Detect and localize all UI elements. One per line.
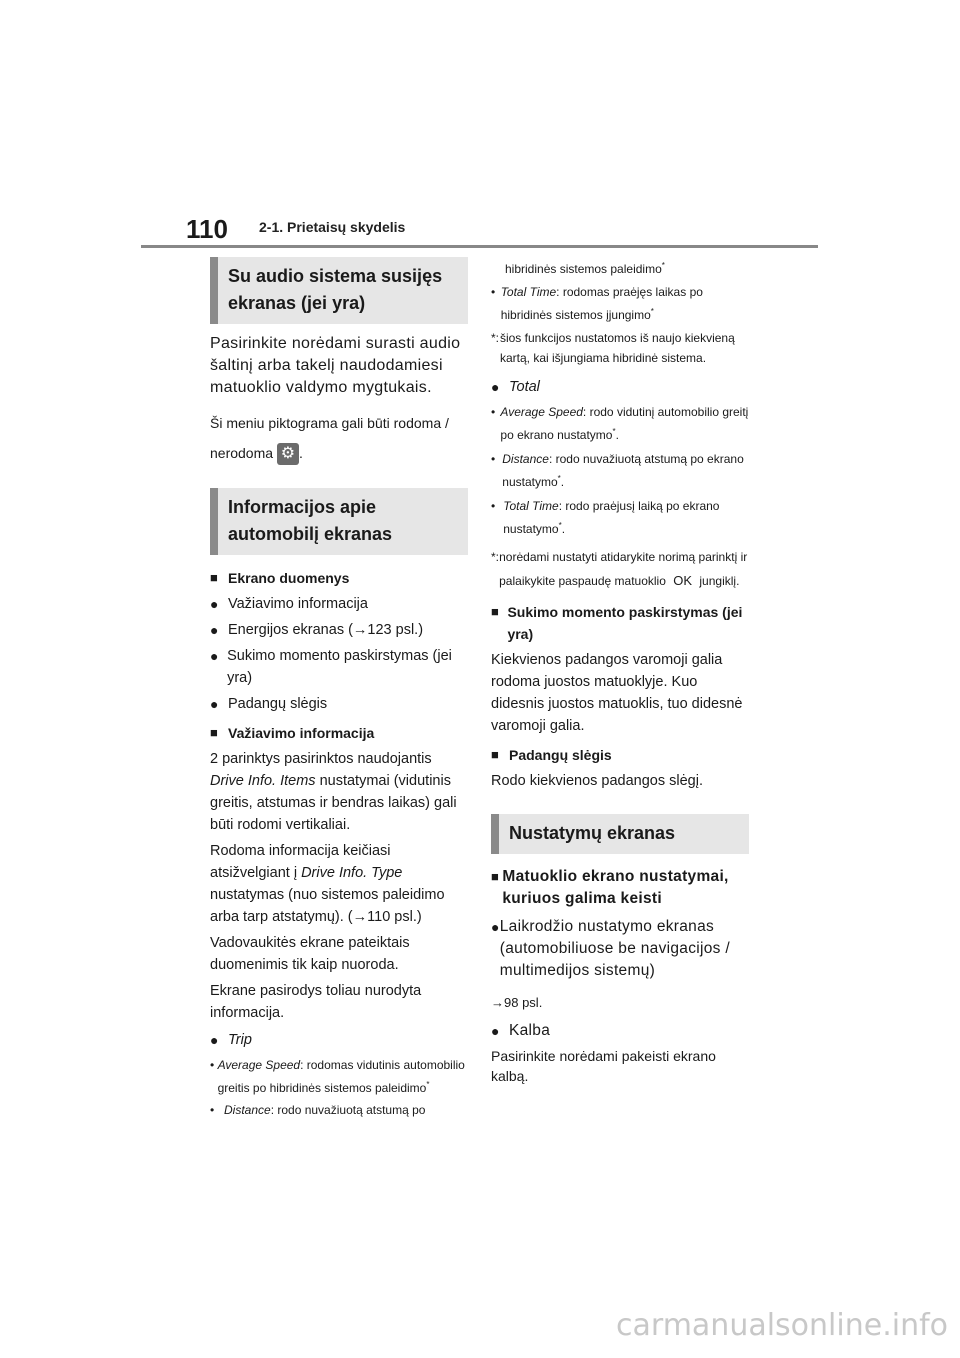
sub-item bbox=[491, 282, 749, 325]
text-run: jungiklį. bbox=[699, 574, 740, 588]
sub-item-desc: : rodomas vidutinis automobilio greitis po hibridinės sistemos paleidimo bbox=[217, 1058, 465, 1095]
subheading-gauge-settings bbox=[491, 866, 749, 910]
text-run: Rodoma informacija keičiasi atsižvelgiant į bbox=[210, 843, 391, 881]
left-column bbox=[210, 257, 468, 1120]
subheading-tire-pressure bbox=[491, 744, 749, 766]
sub-item bbox=[210, 1100, 468, 1120]
subheading-text: Važiavimo informacija bbox=[228, 725, 375, 741]
sub-item bbox=[491, 402, 749, 445]
asterisk: * bbox=[612, 427, 616, 436]
header-rule bbox=[141, 245, 818, 248]
menu-icon-paragraph bbox=[210, 408, 468, 468]
footnote bbox=[491, 545, 749, 593]
sub-item-label: Total Time bbox=[503, 499, 559, 513]
sub-item-desc: : rodo vidutinį automobilio greitį po ekrano nustatymo bbox=[500, 405, 749, 442]
list-item bbox=[210, 619, 468, 641]
paragraph-drive-items bbox=[210, 748, 468, 836]
subheading-torque bbox=[491, 601, 749, 645]
footnote-text bbox=[499, 545, 749, 593]
sub-item-label: Distance bbox=[224, 1103, 271, 1117]
subheading-text: Padangų slėgis bbox=[509, 747, 612, 763]
dot-icon: • bbox=[491, 452, 496, 466]
sub-item-label: Distance bbox=[502, 452, 549, 466]
list-item-text: Total bbox=[509, 379, 540, 395]
paragraph-page-ref: →98 psl. bbox=[491, 995, 543, 1010]
dot-icon: • bbox=[210, 1058, 215, 1072]
asterisk: * bbox=[426, 1080, 430, 1089]
square-bullet-icon: ■ bbox=[210, 570, 218, 585]
continued-text bbox=[491, 256, 749, 279]
setting-name: Drive Info. Type bbox=[301, 865, 403, 881]
sub-item-text bbox=[501, 282, 749, 325]
section-heading-audio: Su audio sistema susijęs ekranas (jei yra) bbox=[210, 257, 468, 324]
sub-item-label: Total Time bbox=[500, 285, 557, 299]
list-item-clock bbox=[491, 916, 749, 982]
subheading-text: Matuoklio ekrano nustatymai, kuriuos galima keisti bbox=[502, 868, 729, 907]
dot-icon: • bbox=[491, 405, 496, 419]
ok-switch-icon: OK bbox=[673, 573, 693, 588]
text-run: 2 parinktys pasirinktos naudojantis bbox=[210, 751, 432, 767]
menu-icon-text: Ši meniu piktograma gali būti rodoma / nerodoma bbox=[210, 415, 449, 461]
list-item-text: Energijos ekranas (→123 psl.) bbox=[228, 622, 424, 638]
list-item-text: Laikrodžio nustatymo ekranas (automobiliuose be navigacijos / multimedijos sistemų) bbox=[499, 918, 730, 979]
chapter-title: 2-1. Prietaisų skydelis bbox=[259, 219, 406, 235]
footnote-text: šios funkcijos nustatomos iš naujo kiekvieną kartą, kai išjungiama hibridinė sistema. bbox=[499, 331, 735, 365]
dot-icon: • bbox=[491, 285, 496, 299]
paragraph-shown-info: Ekrane pasirodys toliau nurodyta informacija. bbox=[210, 983, 422, 1021]
list-item-text: Važiavimo informacija bbox=[228, 596, 368, 612]
list-item-trip bbox=[210, 1029, 468, 1051]
paragraph-language: Pasirinkite norėdami pakeisti ekrano kalbą. bbox=[491, 1048, 716, 1084]
bullet-icon: ● bbox=[210, 1032, 219, 1048]
asterisk: * bbox=[558, 521, 562, 530]
sub-item-label: Average Speed bbox=[217, 1058, 301, 1072]
asterisk: * bbox=[557, 474, 561, 483]
sub-item-text: Distance: rodo nuvažiuotą atstumą po ekrano nustatymo*. bbox=[502, 452, 744, 489]
square-bullet-icon: ■ bbox=[491, 869, 500, 884]
bullet-icon: ● bbox=[210, 596, 219, 612]
sub-item-text: Total Time: rodo praėjusį laiką po ekrano nustatymo*. bbox=[503, 499, 720, 536]
sub-item bbox=[210, 1055, 468, 1098]
list-item bbox=[210, 593, 468, 615]
asterisk: * bbox=[650, 307, 654, 316]
dot-icon: • bbox=[210, 1103, 215, 1117]
menu-icon-period: . bbox=[298, 445, 303, 461]
section-heading-vehicle-info: Informacijos apie automobilį ekranas bbox=[210, 488, 468, 555]
paragraph-tire-pressure: Rodo kiekvienos padangos slėgį. bbox=[491, 773, 703, 789]
page-number: 110 bbox=[186, 214, 228, 244]
watermark: carmanualsonline.info bbox=[616, 1308, 948, 1343]
text-run: hibridinės sistemos paleidimo bbox=[505, 262, 662, 276]
list-item-text: Sukimo momento paskirstymas (jei yra) bbox=[227, 648, 452, 686]
sub-item-text bbox=[224, 1100, 425, 1120]
list-item-language bbox=[491, 1020, 749, 1042]
list-item bbox=[210, 645, 468, 689]
sub-item-text bbox=[218, 1055, 468, 1098]
right-column bbox=[491, 256, 749, 1086]
audio-paragraph: Pasirinkite norėdami surasti audio šaltinį arba takelį naudodamiesi matuoklio valdymo mygtukais. bbox=[210, 335, 461, 396]
text-run: nustatymai (vidutinis greitis, atstumas ir bendras laikas) gali būti rodomi vertikaliai. bbox=[210, 773, 457, 833]
sub-item-label: Average Speed bbox=[500, 405, 583, 419]
dot-icon: • bbox=[491, 499, 496, 513]
footnote-mark: *: bbox=[491, 550, 500, 564]
list-item-text: Kalba bbox=[509, 1022, 551, 1039]
paragraph-reference: Vadovaukitės ekrane pateiktais duomenimis tik kaip nuoroda. bbox=[210, 935, 410, 973]
bullet-icon: ● bbox=[491, 919, 500, 935]
text-run: norėdami nustatyti atidarykite norimą parinktį ir palaikykite paspaudę matuoklio bbox=[499, 550, 748, 588]
bullet-icon: ● bbox=[491, 379, 500, 395]
asterisk: * bbox=[661, 261, 665, 270]
section-heading-settings: Nustatymų ekranas bbox=[491, 814, 749, 854]
square-bullet-icon: ■ bbox=[210, 725, 218, 740]
setting-name: Drive Info. Items bbox=[210, 773, 316, 789]
square-bullet-icon: ■ bbox=[491, 747, 499, 762]
list-item bbox=[210, 693, 468, 715]
sub-item-desc: : rodo praėjusį laiką po ekrano nustatymo bbox=[503, 499, 720, 536]
paragraph-drive-type bbox=[210, 840, 468, 928]
list-item-text: Trip bbox=[228, 1032, 252, 1048]
subheading-text: Ekrano duomenys bbox=[228, 570, 350, 586]
text-run: nustatymas (nuo sistemos paleidimo arba tarp atstatymų). (→110 psl.) bbox=[210, 887, 445, 925]
gear-icon: ⚙ bbox=[277, 443, 299, 465]
sub-item bbox=[491, 449, 749, 492]
subheading-screen-data bbox=[210, 567, 468, 589]
subheading-driving-info bbox=[210, 722, 468, 744]
sub-item-text: Average Speed: rodo vidutinį automobilio greitį po ekrano nustatymo*. bbox=[500, 405, 749, 442]
footnote bbox=[491, 328, 749, 368]
footnote-mark: *: bbox=[491, 331, 500, 345]
square-bullet-icon: ■ bbox=[491, 604, 499, 619]
bullet-icon: ● bbox=[491, 1023, 500, 1039]
list-item-text: Padangų slėgis bbox=[228, 696, 328, 712]
list-item-total bbox=[491, 376, 749, 398]
sub-item bbox=[491, 496, 749, 539]
sub-item-desc: : rodo nuvažiuotą atstumą po bbox=[270, 1103, 426, 1117]
paragraph-torque: Kiekvienos padangos varomoji galia rodoma juostos matuoklyje. Kuo didesnis juostos matuoklis, tuo didesnė varomoji galia. bbox=[491, 652, 743, 734]
bullet-icon: ● bbox=[210, 622, 219, 638]
bullet-icon: ● bbox=[210, 696, 219, 712]
sub-item-desc: : rodomas praėjęs laikas po hibridinės sistemos įjungimo bbox=[500, 285, 703, 322]
subheading-text: Sukimo momento paskirstymas (jei yra) bbox=[507, 604, 743, 642]
sub-item-desc: : rodo nuvažiuotą atstumą po ekrano nustatymo bbox=[502, 452, 744, 489]
bullet-icon: ● bbox=[210, 648, 219, 664]
